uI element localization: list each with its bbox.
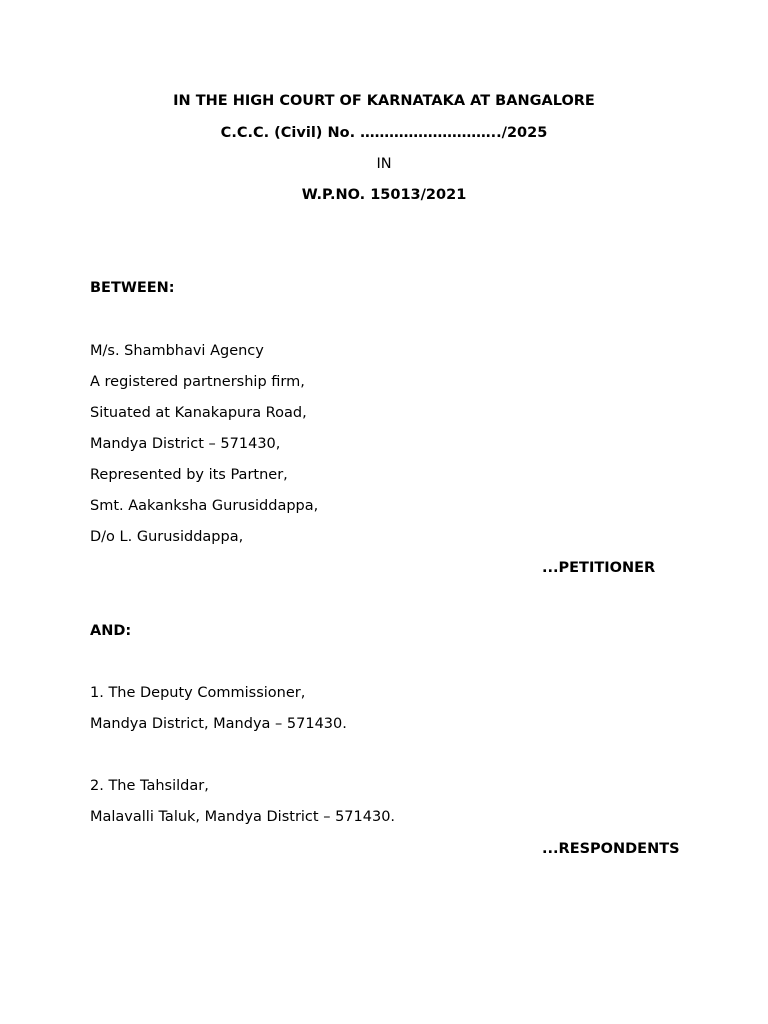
petitioner-line: Represented by its Partner, xyxy=(90,467,288,483)
petitioner-line: D/o L. Gurusiddappa, xyxy=(90,529,244,545)
in-label: IN xyxy=(376,156,392,172)
and-label: AND: xyxy=(90,623,132,639)
petitioner-role: ...PETITIONER xyxy=(542,560,656,576)
between-label: BETWEEN: xyxy=(90,280,175,296)
petitioner-line: A registered partnership firm, xyxy=(90,374,305,390)
respondent-2-line: Malavalli Taluk, Mandya District – 571430. xyxy=(90,809,396,825)
petition-number: W.P.NO. 15013/2021 xyxy=(301,187,467,203)
petitioner-line: Situated at Kanakapura Road, xyxy=(90,405,307,421)
respondent-1-line: Mandya District, Mandya – 571430. xyxy=(90,716,347,732)
petitioner-line: Smt. Aakanksha Gurusiddappa, xyxy=(90,498,319,514)
case-number: C.C.C. (Civil) No. ………………………../2025 xyxy=(220,125,548,141)
petitioner-line: Mandya District – 571430, xyxy=(90,436,281,452)
court-title: IN THE HIGH COURT OF KARNATAKA AT BANGALORE xyxy=(173,93,595,109)
petitioner-line: M/s. Shambhavi Agency xyxy=(90,343,264,359)
respondents-role: ...RESPONDENTS xyxy=(542,841,680,857)
respondent-1-line: 1. The Deputy Commissioner, xyxy=(90,685,306,701)
respondent-2-line: 2. The Tahsildar, xyxy=(90,778,209,794)
